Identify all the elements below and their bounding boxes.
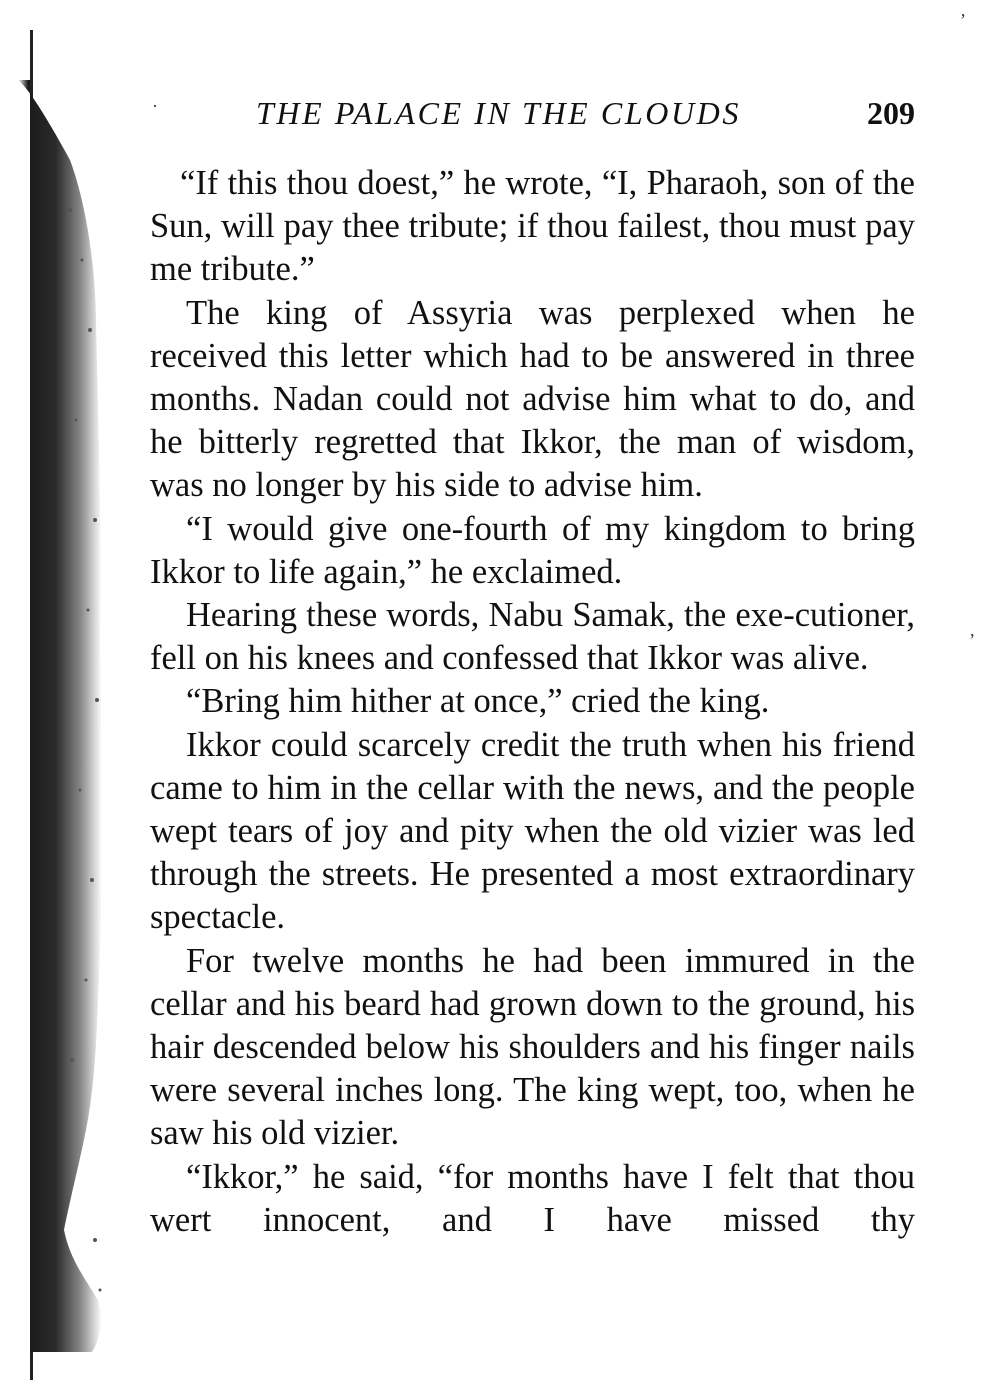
paragraph: For twelve months he had been immured in the cellar and his beard had grown down to the ground, his hair descended below his shoulders and his finger nails were several inches long. The king wept, too, when he saw his old vizier. [150, 941, 915, 1153]
running-header-title: THE PALACE IN THE CLOUDS [256, 95, 741, 131]
paragraph: “If this thou doest,” he wrote, “I, Pharaoh, son of the Sun, will pay thee tribute; if thou failest, thou must pay me tribute.” [150, 164, 915, 289]
paragraph: The king of Assyria was perplexed when he received this letter which had to be answered in three months. Nadan could not advise him what to do, and he bitterly regretted that Ikkor, the man of wisdom, was no longer by his side to advise him. [150, 293, 915, 505]
paragraph: Ikkor could scarcely credit the truth when his friend came to him in the cellar with the news, and the people wept tears of joy and pity when the old vizier was led through the streets. He presented a most extraordinary spectacle. [150, 725, 915, 937]
scanned-binding-edge [0, 0, 125, 1386]
paragraph: “I would give one-fourth of my kingdom to bring Ikkor to life again,” he exclaimed. [150, 509, 915, 591]
page-number: 209 [867, 95, 915, 131]
scan-speck: · [152, 96, 158, 116]
scan-speck: , [970, 620, 975, 640]
paragraph: Hearing these words, Nabu Samak, the exe-cutioner, fell on his knees and confessed that Ikkor was alive. [150, 596, 915, 678]
paragraph: “Ikkor,” he said, “for months have I felt that thou wert innocent, and I have missed thy [150, 1157, 915, 1239]
running-header [150, 88, 915, 138]
scan-speck: ‚ [960, 0, 966, 20]
body-text [150, 162, 915, 1242]
paragraph: “Bring him hither at once,” cried the king. [186, 682, 770, 721]
